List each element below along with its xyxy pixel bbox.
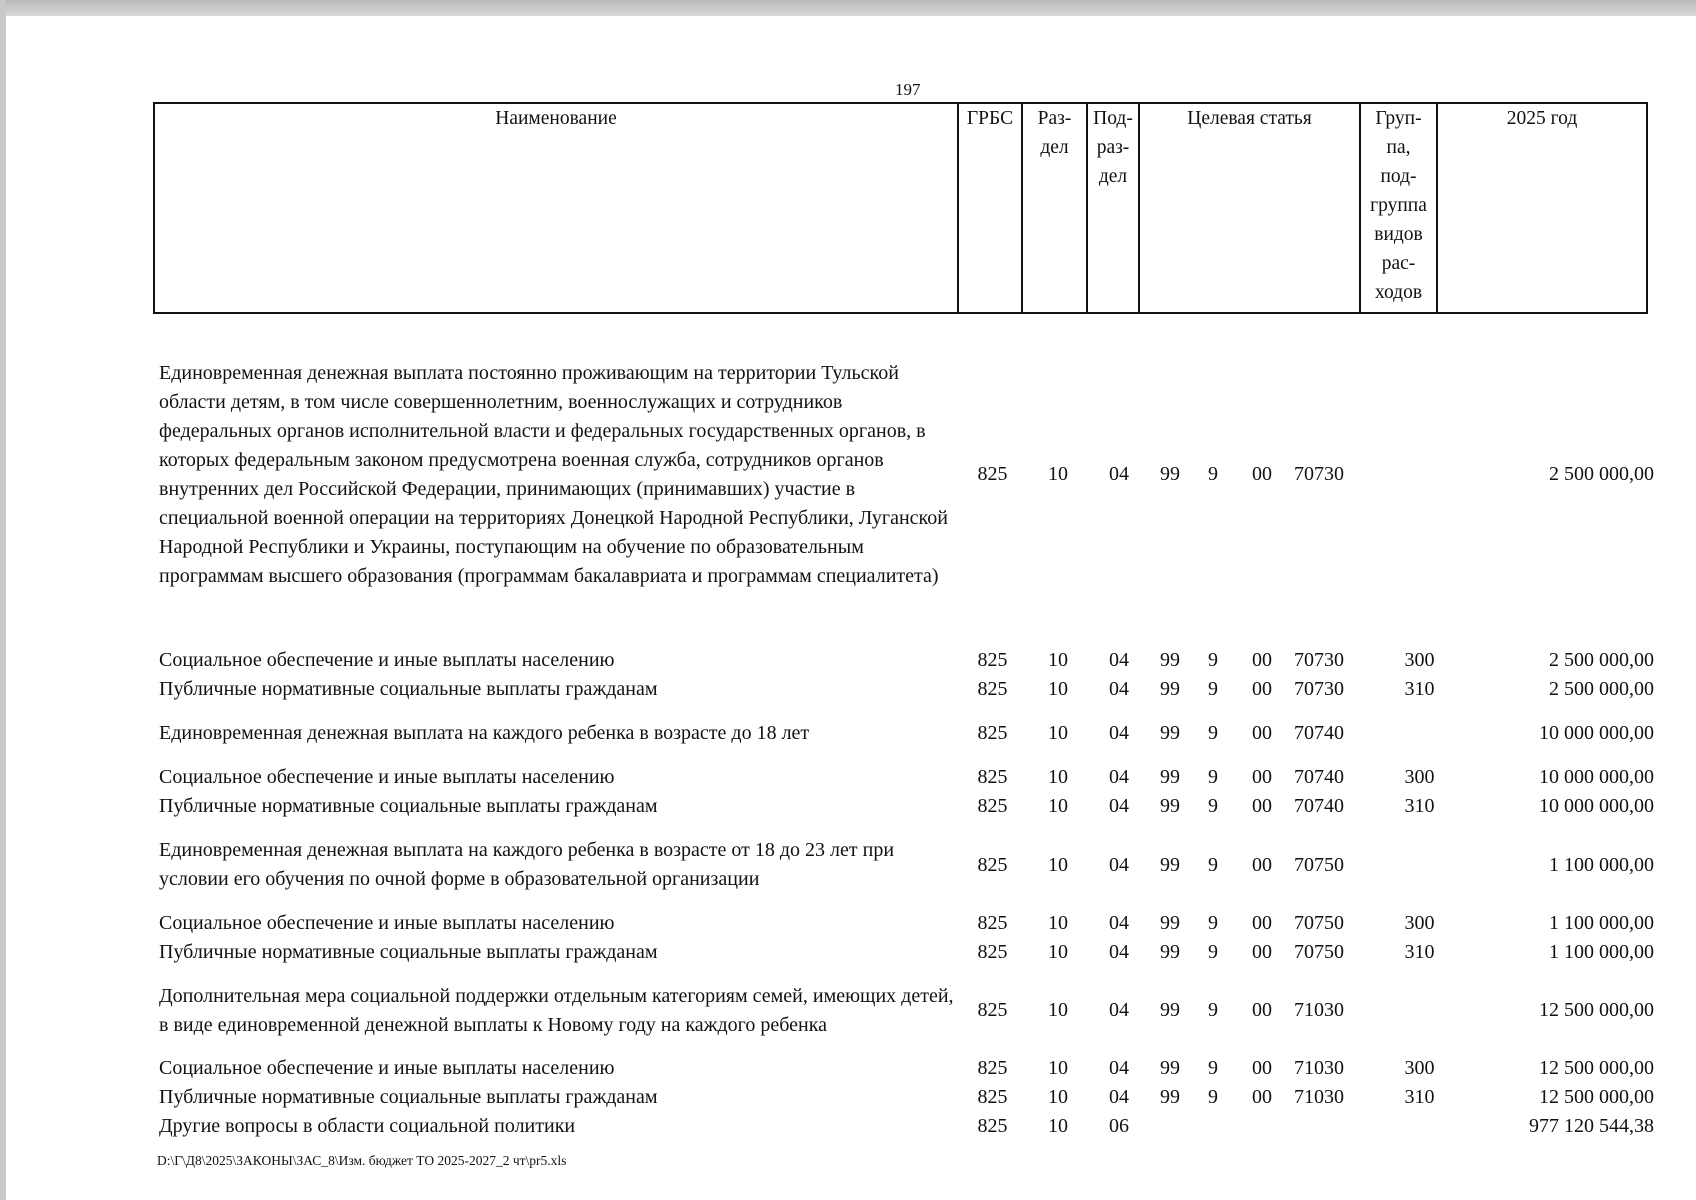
table-row	[153, 1112, 1658, 1141]
cell-amount: 977 120 544,38	[1529, 1115, 1654, 1137]
cell-name: Единовременная денежная выплата постоянно проживающим на территории Тульской области детям, в том числе совершеннолетним, военнослужащих и сотрудников федеральных органов исполнительной власти и федеральных государственных органов, в которых федеральным законом предусмотрена военная служба, сотрудников органов внутренних дел Российской Федерации, принимающих (принимавших) участие в специальной военной операции на территориях Донецкой Народной Республики, Луганской Народной Республики и Украины, поступающим на обучение по образовательным программам высшего образования (программам бакалавриата и программам специалитета)	[159, 361, 948, 587]
cell-t1	[1148, 1112, 1192, 1141]
cell-grbs: 825	[977, 722, 1008, 744]
cell-name: Публичные нормативные социальные выплаты гражданам	[159, 1086, 658, 1108]
table-row	[153, 792, 1658, 821]
header-podrazdel: Под- раз- дел	[1087, 103, 1139, 313]
row-spacer-cell	[153, 821, 1658, 836]
cell-grp: 310	[1404, 1086, 1435, 1108]
cell-podrazdel: 04	[1109, 941, 1129, 963]
cell-name: Социальное обеспечение и иные выплаты населению	[159, 766, 615, 788]
cell-t3	[1234, 1112, 1290, 1141]
cell-podrazdel: 04	[1109, 649, 1129, 671]
cell-t2: 9	[1208, 999, 1218, 1021]
cell-podrazdel: 04	[1109, 912, 1129, 934]
cell-t4	[1290, 1112, 1382, 1141]
scan-edge-top	[0, 0, 1696, 16]
cell-name: Публичные нормативные социальные выплаты гражданам	[159, 795, 658, 817]
data-table	[153, 329, 1658, 1141]
cell-name: Единовременная денежная выплата на каждого ребенка в возрасте до 18 лет	[159, 722, 810, 744]
cell-podrazdel: 04	[1109, 766, 1129, 788]
footer-file-path: D:\Г\Д8\2025\ЗАКОНЫ\ЗАС_8\Изм. бюджет ТО 2025-2027_2 чт\pr5.xls	[157, 1153, 567, 1168]
scan-edge-left	[0, 0, 6, 1200]
cell-razdel: 10	[1048, 463, 1068, 485]
cell-razdel: 10	[1048, 722, 1068, 744]
row-spacer	[153, 620, 1658, 646]
cell-grp	[1382, 967, 1457, 1054]
cell-grp: 300	[1404, 649, 1435, 671]
cell-amount: 10 000 000,00	[1539, 722, 1654, 744]
cell-amount: 1 100 000,00	[1549, 941, 1654, 963]
cell-grbs: 825	[977, 941, 1008, 963]
cell-grp	[1382, 1112, 1457, 1141]
page-number: 197	[895, 80, 921, 99]
cell-name: Публичные нормативные социальные выплаты гражданам	[159, 678, 658, 700]
cell-grp: 310	[1404, 795, 1435, 817]
table-row	[153, 675, 1658, 704]
cell-grbs: 825	[977, 1057, 1008, 1079]
cell-t3: 00	[1252, 678, 1272, 700]
cell-grbs: 825	[977, 463, 1008, 485]
cell-grbs: 825	[977, 853, 1008, 876]
cell-grbs: 825	[977, 912, 1008, 934]
row-spacer	[153, 894, 1658, 909]
cell-razdel: 10	[1048, 1057, 1068, 1079]
cell-podrazdel: 04	[1109, 678, 1129, 700]
table-row	[153, 719, 1658, 748]
cell-t1: 99	[1160, 795, 1180, 817]
cell-t1: 99	[1160, 1057, 1180, 1079]
cell-podrazdel: 04	[1109, 853, 1129, 876]
table-row	[153, 938, 1658, 967]
row-spacer	[153, 748, 1658, 763]
cell-grp	[1382, 329, 1457, 620]
cell-razdel: 10	[1048, 649, 1068, 671]
cell-t3: 00	[1252, 766, 1272, 788]
cell-grp: 300	[1404, 766, 1435, 788]
cell-t3: 00	[1252, 649, 1272, 671]
cell-grbs: 825	[977, 1086, 1008, 1108]
row-spacer-cell	[153, 704, 1658, 719]
cell-grbs: 825	[977, 999, 1008, 1021]
header-year: 2025 год	[1437, 103, 1647, 313]
cell-amount: 12 500 000,00	[1539, 1057, 1654, 1079]
cell-t4: 70730	[1294, 649, 1344, 671]
cell-t3: 00	[1252, 1057, 1272, 1079]
cell-grp: 300	[1404, 1057, 1435, 1079]
cell-t4: 70740	[1294, 795, 1344, 817]
row-spacer-cell	[153, 748, 1658, 763]
cell-name: Социальное обеспечение и иные выплаты населению	[159, 912, 615, 934]
cell-t2: 9	[1208, 912, 1218, 934]
cell-t2: 9	[1208, 1057, 1218, 1079]
header-name: Наименование	[154, 103, 958, 313]
cell-amount: 1 100 000,00	[1549, 912, 1654, 934]
cell-razdel: 10	[1048, 1086, 1068, 1108]
cell-t4: 70730	[1294, 463, 1344, 485]
cell-podrazdel: 04	[1109, 1057, 1129, 1079]
cell-t4: 70730	[1294, 678, 1344, 700]
header-row	[154, 103, 1647, 313]
table-row	[153, 763, 1658, 792]
cell-t1: 99	[1160, 853, 1180, 876]
cell-t2: 9	[1208, 766, 1218, 788]
cell-amount: 10 000 000,00	[1539, 766, 1654, 788]
cell-grbs: 825	[977, 795, 1008, 817]
cell-grp: 300	[1404, 912, 1435, 934]
table-row	[153, 836, 1658, 894]
cell-amount: 10 000 000,00	[1539, 795, 1654, 817]
cell-amount: 2 500 000,00	[1549, 649, 1654, 671]
table-row	[153, 1054, 1658, 1083]
cell-t4: 71030	[1294, 1057, 1344, 1079]
cell-grbs: 825	[977, 1115, 1008, 1137]
cell-podrazdel: 04	[1109, 722, 1129, 744]
cell-t4: 71030	[1294, 999, 1344, 1021]
cell-t1: 99	[1160, 1086, 1180, 1108]
cell-t2: 9	[1208, 941, 1218, 963]
cell-razdel: 10	[1048, 678, 1068, 700]
row-spacer-cell	[153, 620, 1658, 646]
cell-t1: 99	[1160, 722, 1180, 744]
cell-t3: 00	[1252, 1086, 1272, 1108]
cell-podrazdel: 04	[1109, 999, 1129, 1021]
cell-t2: 9	[1208, 795, 1218, 817]
cell-razdel: 10	[1048, 912, 1068, 934]
cell-t2: 9	[1208, 678, 1218, 700]
cell-t3: 00	[1252, 853, 1272, 876]
cell-name: Публичные нормативные социальные выплаты гражданам	[159, 941, 658, 963]
cell-t1: 99	[1160, 766, 1180, 788]
cell-t1: 99	[1160, 463, 1180, 485]
cell-amount: 12 500 000,00	[1539, 999, 1654, 1021]
cell-name: Другие вопросы в области социальной политики	[159, 1115, 576, 1137]
cell-name: Дополнительная мера социальной поддержки отдельным категориям семей, имеющих детей, в виде единовременной денежной выплаты к Новому году на каждого ребенка	[159, 984, 954, 1036]
table-row	[153, 646, 1658, 675]
cell-grp: 310	[1404, 678, 1435, 700]
cell-t2	[1192, 1112, 1234, 1141]
cell-t4: 70740	[1294, 722, 1344, 744]
cell-razdel: 10	[1048, 941, 1068, 963]
header-celevaya-statya: Целевая статья	[1139, 103, 1360, 313]
cell-podrazdel: 06	[1109, 1115, 1129, 1137]
row-spacer-cell	[153, 894, 1658, 909]
cell-amount: 2 500 000,00	[1549, 678, 1654, 700]
row-spacer	[153, 821, 1658, 836]
cell-razdel: 10	[1048, 795, 1068, 817]
cell-t4: 70750	[1294, 853, 1344, 876]
cell-t3: 00	[1252, 941, 1272, 963]
table-row	[153, 967, 1658, 1054]
cell-podrazdel: 04	[1109, 1086, 1129, 1108]
cell-t1: 99	[1160, 912, 1180, 934]
cell-podrazdel: 04	[1109, 795, 1129, 817]
cell-t2: 9	[1208, 722, 1218, 744]
cell-amount: 1 100 000,00	[1549, 853, 1654, 876]
cell-t3: 00	[1252, 795, 1272, 817]
cell-amount: 2 500 000,00	[1549, 463, 1654, 485]
cell-grp	[1382, 719, 1457, 748]
cell-t1: 99	[1160, 999, 1180, 1021]
cell-grp	[1382, 836, 1457, 894]
table-row	[153, 909, 1658, 938]
table-header	[153, 102, 1648, 314]
cell-t3: 00	[1252, 999, 1272, 1021]
cell-razdel: 10	[1048, 1115, 1068, 1137]
cell-t2: 9	[1208, 853, 1218, 876]
cell-razdel: 10	[1048, 853, 1068, 876]
cell-name: Социальное обеспечение и иные выплаты населению	[159, 649, 615, 671]
cell-t1: 99	[1160, 678, 1180, 700]
table-row	[153, 1083, 1658, 1112]
cell-t4: 71030	[1294, 1086, 1344, 1108]
cell-t3: 00	[1252, 722, 1272, 744]
cell-grbs: 825	[977, 766, 1008, 788]
cell-t3: 00	[1252, 912, 1272, 934]
header-gruppa: Груп- па, под- группа видов рас- ходов	[1360, 103, 1437, 313]
table-row	[153, 329, 1658, 620]
cell-t4: 70750	[1294, 912, 1344, 934]
header-razdel: Раз- дел	[1022, 103, 1087, 313]
header-grbs: ГРБС	[958, 103, 1022, 313]
cell-name: Социальное обеспечение и иные выплаты населению	[159, 1057, 615, 1079]
cell-t3: 00	[1252, 463, 1272, 485]
cell-razdel: 10	[1048, 766, 1068, 788]
cell-t2: 9	[1208, 649, 1218, 671]
cell-grbs: 825	[977, 649, 1008, 671]
row-spacer	[153, 704, 1658, 719]
cell-grp: 310	[1404, 941, 1435, 963]
cell-razdel: 10	[1048, 999, 1068, 1021]
cell-t2: 9	[1208, 1086, 1218, 1108]
cell-name: Единовременная денежная выплата на каждого ребенка в возрасте от 18 до 23 лет при условии его обучения по очной форме в образовательной организации	[159, 839, 895, 890]
cell-amount: 12 500 000,00	[1539, 1086, 1654, 1108]
cell-t4: 70740	[1294, 766, 1344, 788]
cell-t2: 9	[1208, 463, 1218, 485]
cell-t1: 99	[1160, 649, 1180, 671]
cell-podrazdel: 04	[1109, 463, 1129, 485]
cell-t4: 70750	[1294, 941, 1344, 963]
cell-t1: 99	[1160, 941, 1180, 963]
cell-grbs: 825	[977, 678, 1008, 700]
